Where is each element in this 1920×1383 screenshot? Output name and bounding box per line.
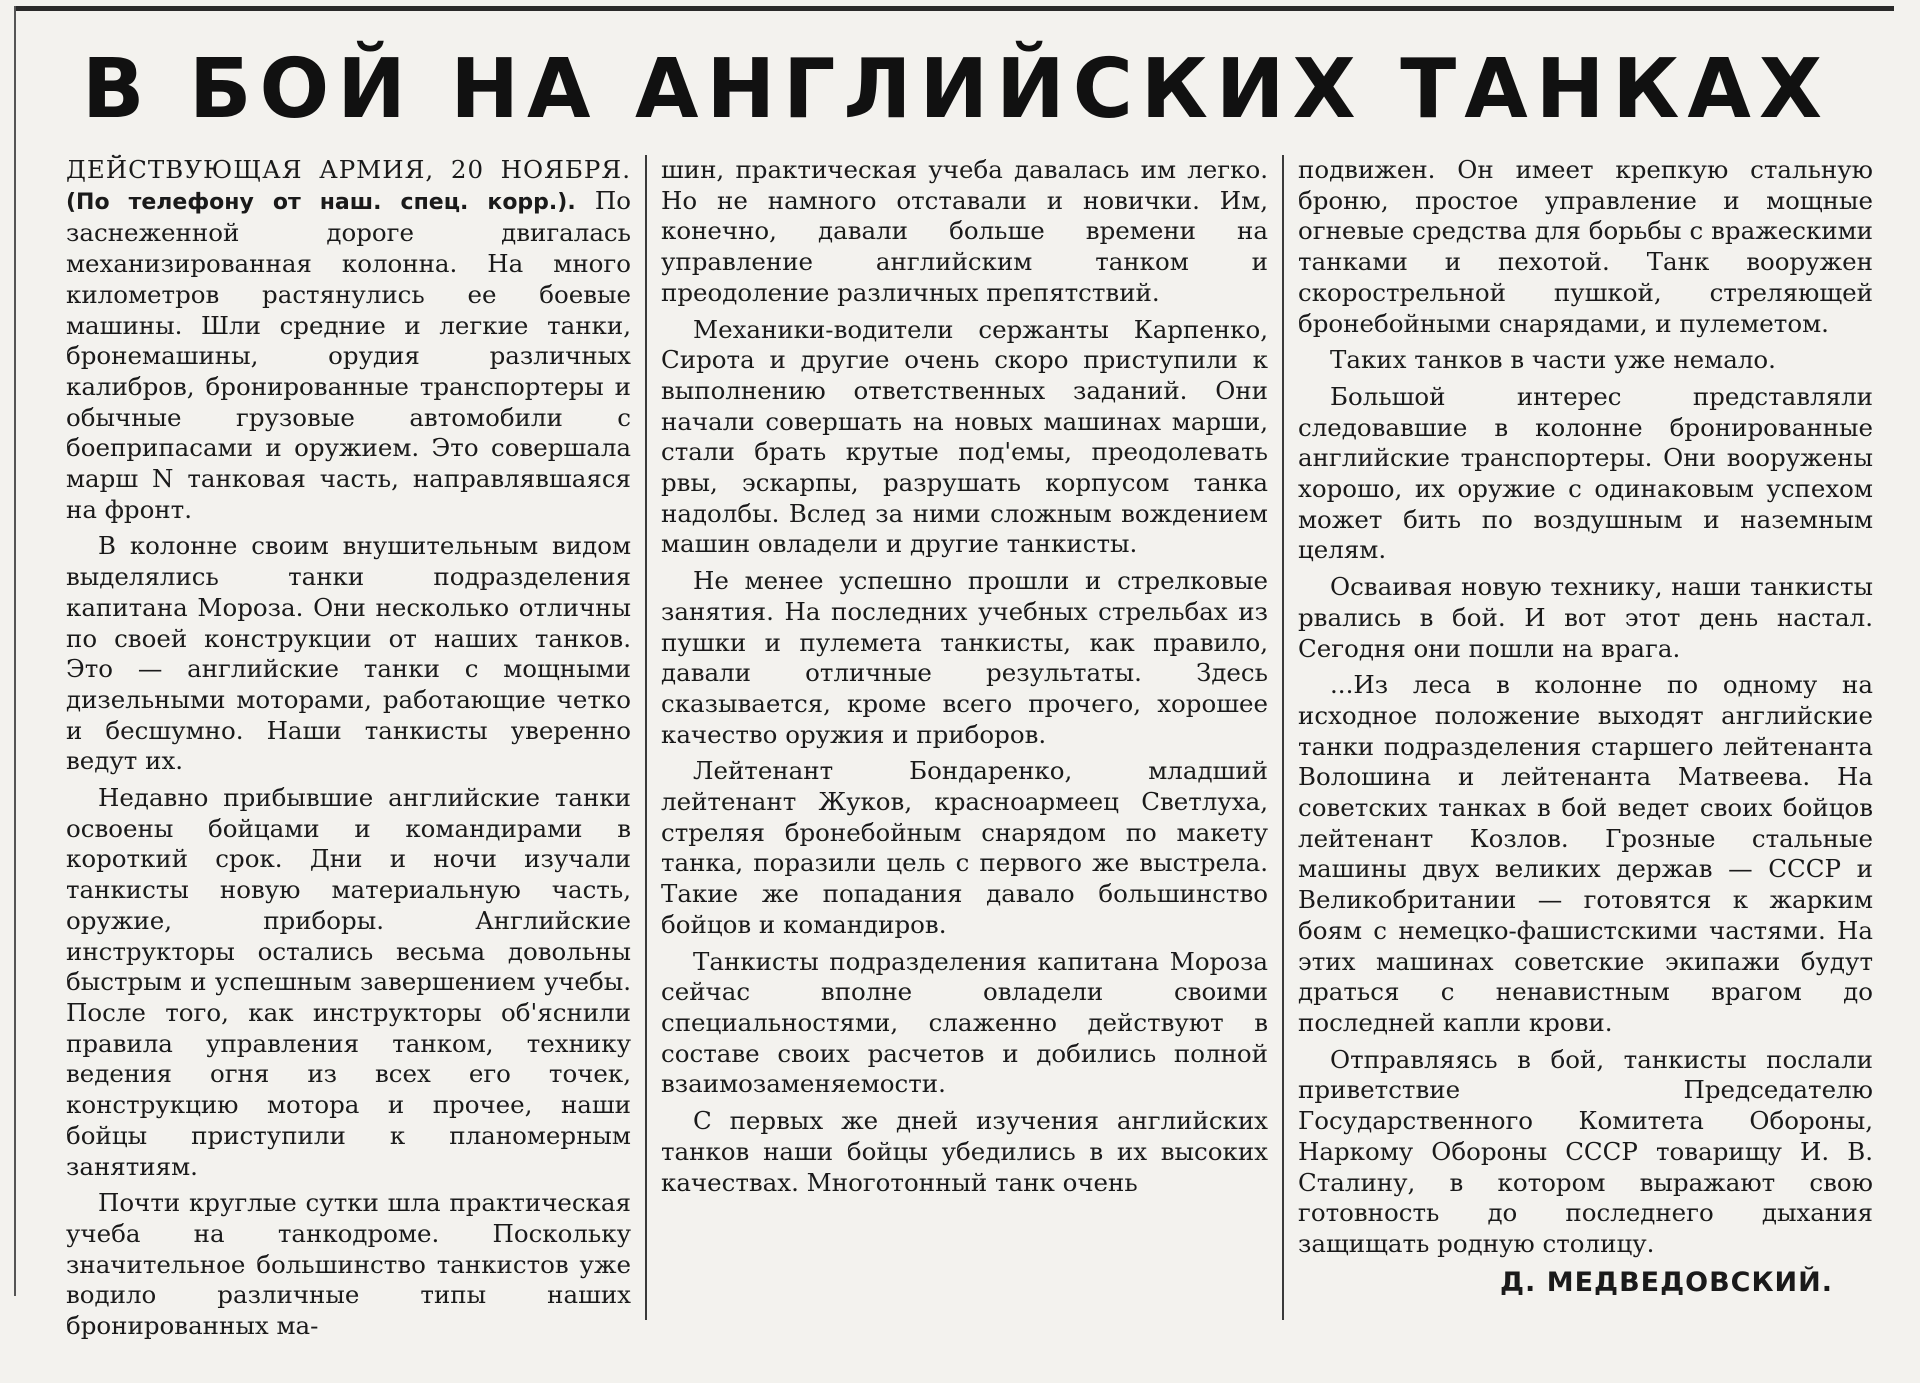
lead-paragraph [66, 155, 631, 525]
paragraph: Механики-водители сержанты Карпенко, Сирота и другие очень скоро приступили к выполнению ответственных заданий. Они начали совершать на новых машинах марши, стали брать крутые под'емы, преодолевать рвы, эскарпы, разрушать корпусом танка надолбы. Вслед за ними сложным вождением машин овладели и другие танкисты. [661, 314, 1268, 559]
paragraph: ...Из леса в колонне по одному на исходное положение выходят английские танки подразделения старшего лейтенанта Волошина и лейтенанта Матвеева. На советских танках в бой ведет своих бойцов лейтенант Козлов. Грозные стальные машины двух великих держав — СССР и Великобритании — готовятся к жарким боям с немецко-фашистскими частями. На этих машинах советские экипажи будут драться с ненавистным врагом до последней капли крови. [1298, 670, 1873, 1037]
paragraph: Отправляясь в бой, танкисты послали приветствие Председателю Государственного Комитета Обороны, Наркому Обороны СССР товарищу И. В. Сталину, в котором выражают свою готовность до последнего дыхания защищать родную столицу. [1298, 1044, 1873, 1258]
author-signature: Д. МЕДВЕДОВСКИЙ. [1500, 1266, 1833, 1298]
paragraph: Не менее успешно прошли и стрелковые занятия. На последних учебных стрельбах из пушки и пулемета танкисты, как правило, давали отличные результаты. Здесь сказывается, кроме всего прочего, хорошее качество оружия и приборов. [661, 566, 1268, 749]
article-columns [62, 155, 1887, 1341]
article-column-2 [645, 155, 1282, 1320]
headline: В БОЙ НА АНГЛИЙСКИХ ТАНКАХ [81, 42, 1831, 137]
paragraph: В колонне своим внушительным видом выделялись танки подразделения капитана Мороза. Они несколько отличны по своей конструкции от наших танков. Это — английские танки с мощными дизельными моторами, работающие четко и бесшумно. Наши танкисты уверенно ведут их. [66, 531, 631, 776]
paragraph: Осваивая новую технику, наши танкисты рвались в бой. И вот этот день настал. Сегодня они пошли на врага. [1298, 572, 1873, 663]
paragraph: шин, практическая учеба давалась им легко. Но не намного отставали и новички. Им, конечно, давали больше времени на управление английским танком и преодоление различных препятствий. [661, 155, 1268, 307]
paragraph: Танкисты подразделения капитана Мороза сейчас вполне овладели своими специальностями, слаженно действуют в составе своих расчетов и добились полной взаимозаменяемости. [661, 946, 1268, 1099]
paragraph: Большой интерес представляли следовавшие в колонне бронированные английские транспортеры. Они вооружены хорошо, их оружие с одинаковым успехом может бить по воздушным и наземным целям. [1298, 381, 1873, 565]
top-rule [14, 6, 1894, 11]
article-column-3 [1282, 155, 1887, 1320]
byline-tag: (По телефону от наш. спец. корр.). [66, 189, 576, 215]
paragraph: подвижен. Он имеет крепкую стальную броню, простое управление и мощные огневые средства для борьбы с вражескими танками и пехотой. Танк вооружен скорострельной пушкой, стреляющей бронебойными снарядами, и пулеметом. [1298, 155, 1873, 338]
article-column-1 [62, 155, 645, 1341]
paragraph: Лейтенант Бондаренко, младший лейтенант Жуков, красноармеец Светлуха, стреляя бронебойным снарядом по макету танка, поразили цель с первого же выстрела. Такие же попадания давало большинство бойцов и командиров. [661, 756, 1268, 939]
paragraph: С первых же дней изучения английских танков наши бойцы убедились в их высоких качествах. Многотонный танк очень [661, 1106, 1268, 1197]
left-rule [14, 6, 16, 1296]
paragraph: Таких танков в части уже немало. [1330, 345, 1776, 375]
dateline: ДЕЙСТВУЮЩАЯ АРМИЯ, 20 НОЯБРЯ. [66, 155, 631, 184]
lead-paragraph-text: По заснеженной дороге двигалась механизированная колонна. На много километров растянулись ее боевые машины. Шли средние и легкие танки, бронемашины, орудия различных калибров, бронированные транспортеры и обычные грузовые автомобили с боеприпасами и оружием. Это совершала марш N танковая часть, направлявшаяся на фронт. [66, 185, 631, 524]
paragraph: Почти круглые сутки шла практическая учеба на танкодроме. Поскольку значительное большинство танкистов уже водило различные типы наших бронированных ма- [66, 1188, 631, 1341]
paragraph: Недавно прибывшие английские танки освоены бойцами и командирами в короткий срок. Дни и ночи изучали танкисты новую материальную часть, оружие, приборы. Английские инструкторы остались весьма довольны быстрым и успешным завершением учебы. После того, как инструкторы об'яснили правила управления танком, технику ведения огня из всех его точек, конструкцию мотора и прочее, наши бойцы приступили к планомерным занятиям. [66, 783, 631, 1181]
